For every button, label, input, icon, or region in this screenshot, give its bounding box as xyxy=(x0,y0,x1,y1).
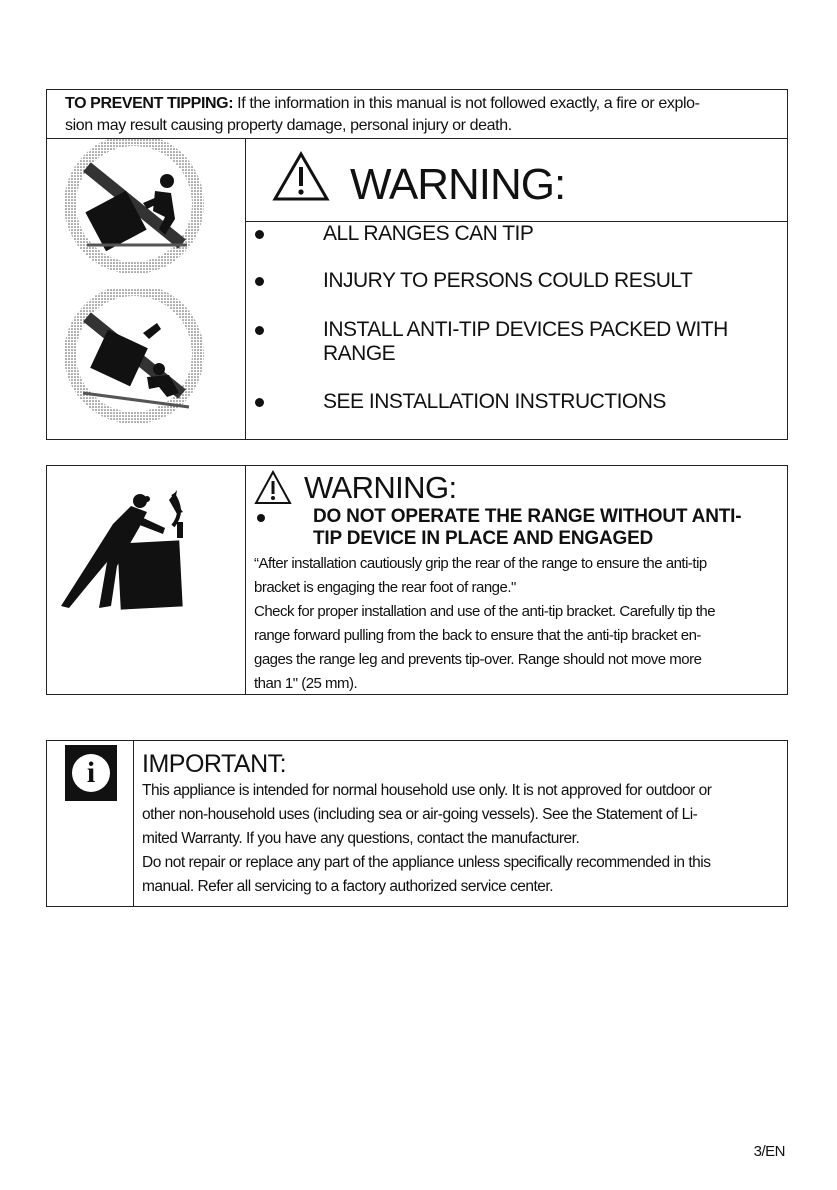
important-line: This appliance is intended for normal household use only. It is not approved for outdoor or xyxy=(142,782,712,799)
important-content xyxy=(142,749,777,899)
person-tipping-range-icon xyxy=(47,466,245,694)
anti-tip-bullet-text xyxy=(313,506,788,550)
warning-header xyxy=(246,139,787,222)
warning-title: WARNING: xyxy=(304,470,457,505)
instruction-line: gages the range leg and prevents tip-over. Range should not move more xyxy=(254,651,702,668)
info-icon-circle xyxy=(72,754,110,792)
list-item-text: ALL RANGES CAN TIP xyxy=(323,222,534,245)
bullet-dot xyxy=(255,277,264,286)
tipping-illustrations xyxy=(47,139,246,440)
info-icon xyxy=(65,745,117,801)
tipping-warning-box xyxy=(46,89,788,440)
tipping-lead: TO PREVENT TIPPING: xyxy=(65,95,234,112)
warning-triangle-icon xyxy=(254,470,292,506)
tipping-intro xyxy=(47,90,787,139)
child-on-door-prohibited-icon xyxy=(47,289,245,439)
instruction-line: range forward pulling from the back to ensure that the anti-tip bracket en- xyxy=(254,627,701,644)
bullet-dot xyxy=(257,514,265,522)
anti-tip-instructions xyxy=(254,552,784,696)
tipping-text: If the information in this manual is not followed exactly, a fire or explo- xyxy=(233,95,700,112)
important-line: manual. Refer all servicing to a factory authorized service center. xyxy=(142,878,554,895)
instruction-line: bracket is engaging the rear foot of range." xyxy=(254,579,516,596)
instruction-line: “After installation cautiously grip the rear of the range to ensure the anti-tip xyxy=(254,555,707,572)
bullet-line: DO NOT OPERATE THE RANGE WITHOUT ANTI- xyxy=(313,506,742,527)
bullet-dot xyxy=(255,326,264,335)
important-line: other non-household uses (including sea or air-going vessels). See the Statement of Li- xyxy=(142,806,698,823)
anti-tip-warning-box xyxy=(46,465,788,695)
list-item-text: INSTALL ANTI-TIP DEVICES PACKED WITH xyxy=(323,318,728,341)
important-line: mited Warranty. If you have any questions, contact the manufacturer. xyxy=(142,830,580,847)
important-box xyxy=(46,740,788,907)
important-line: Do not repair or replace any part of the appliance unless specifically recommended in this xyxy=(142,854,711,871)
bullet-line: TIP DEVICE IN PLACE AND ENGAGED xyxy=(313,528,654,549)
info-icon-letter: i xyxy=(86,756,96,789)
tipping-text-line2: sion may result causing property damage, personal injury or death. xyxy=(65,117,512,134)
list-item-text: RANGE xyxy=(323,342,396,365)
warning-title: WARNING: xyxy=(350,160,566,209)
list-item-text: SEE INSTALLATION INSTRUCTIONS xyxy=(323,390,666,413)
range-tipping-prohibited-icon xyxy=(47,139,245,289)
list-item-text: INJURY TO PERSONS COULD RESULT xyxy=(323,269,693,292)
important-title: IMPORTANT: xyxy=(142,750,287,778)
anti-tip-illustration xyxy=(47,466,246,694)
warning-triangle-icon xyxy=(272,151,330,203)
important-icon-column xyxy=(47,741,134,906)
bullet-dot xyxy=(255,230,264,239)
instruction-line: Check for proper installation and use of the anti-tip bracket. Carefully tip the xyxy=(254,603,716,620)
bullet-dot xyxy=(255,398,264,407)
instruction-line: than 1" (25 mm). xyxy=(254,675,358,692)
page-number: 3/EN xyxy=(753,1143,785,1160)
